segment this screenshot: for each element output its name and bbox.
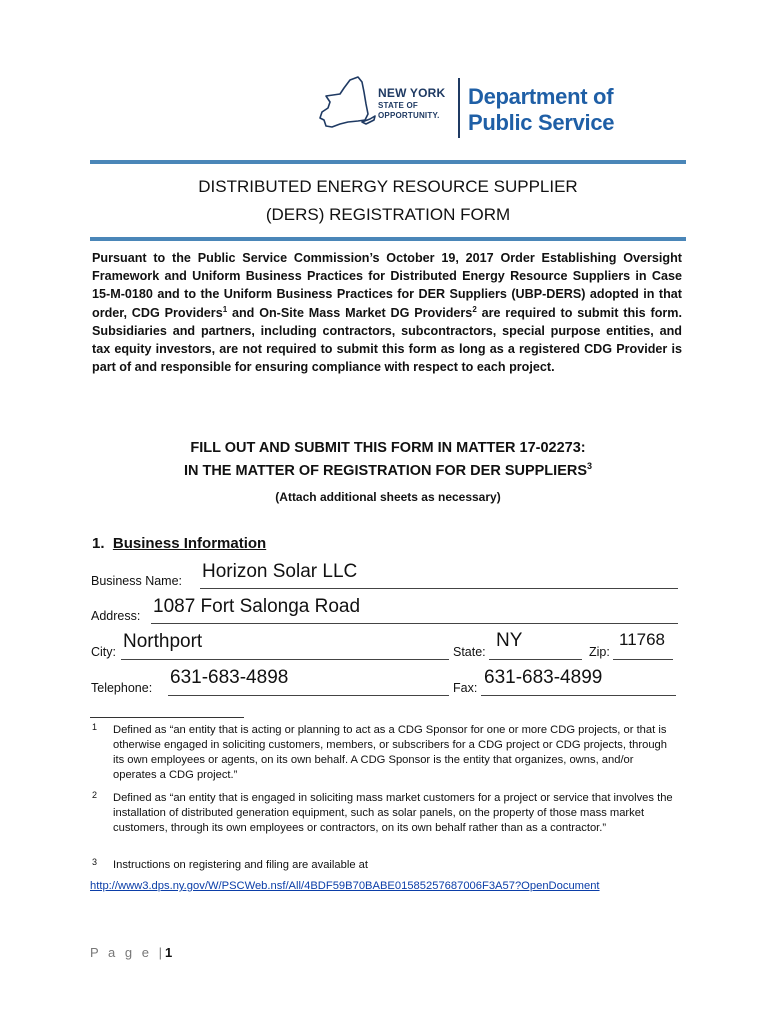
telephone-field[interactable]: 631-683-4898 (170, 667, 289, 688)
intro-text-1: Pursuant to the Public Service Commission’s October 19, 2017 Order Establishing Oversight Framework and Uniform Business Practices for Distributed Energy Resource Suppliers in Case 15-M-0180 and to the Uniform Business Practices for DER Suppliers (UBP-DERS) adopted in that order, CDG Providers (92, 251, 682, 320)
section-title: Business Information (112, 535, 267, 552)
address-field[interactable]: 1087 Fort Salonga Road (153, 596, 361, 617)
page-label: P a g e (90, 945, 152, 960)
business-name-label: Business Name: (91, 574, 183, 588)
page-number (90, 945, 172, 960)
fax-label: Fax: (453, 681, 478, 695)
footnote-ref-3: 3 (587, 461, 593, 472)
logo-divider (458, 78, 460, 138)
city-field[interactable]: Northport (123, 631, 203, 652)
footnote-2-number: 2 (92, 790, 98, 800)
section-business-info-heading (92, 535, 266, 552)
city-label: City: (91, 645, 116, 659)
footnote-1-text: Defined as “an entity that is acting or planning to act as a CDG Sponsor for one or more CDG projects, or that is otherwise engaged in soliciting customers, members, or subscribers for a CDG project or CDG projects, through its own employees or agents, on its own behalf. A CDG Sponsor is the entity that organizes, owns, and/or operates a CDG project.” (113, 724, 668, 781)
attach-note: (Attach additional sheets as necessary) (275, 490, 501, 504)
header-rule-bottom (90, 237, 686, 241)
business-name-line (200, 588, 678, 589)
zip-label: Zip: (589, 645, 610, 659)
intro-text-2: and On-Site Mass Market DG Providers (227, 305, 473, 320)
page-number-value: 1 (164, 945, 173, 960)
intro-paragraph (92, 249, 682, 376)
submit-instruction-line2 (90, 463, 686, 479)
footnote-3-text: Instructions on registering and filing are available at (113, 859, 368, 871)
new-york-state-outline-icon (318, 74, 376, 134)
fax-line (481, 695, 676, 696)
form-title-line2: (DERS) REGISTRATION FORM (265, 205, 511, 224)
submit-instruction-text: IN THE MATTER OF REGISTRATION FOR DER SUPPLIERS (183, 463, 588, 479)
logo-opportunity: OPPORTUNITY. (378, 111, 440, 120)
footnote-ref-2: 2 (472, 304, 477, 314)
business-name-field[interactable]: Horizon Solar LLC (202, 561, 358, 582)
footnote-1-number: 1 (92, 722, 98, 732)
zip-field[interactable]: 11768 (619, 630, 666, 649)
state-field[interactable]: NY (496, 630, 523, 651)
zip-line (613, 659, 673, 660)
logo-state-of: STATE OF (378, 101, 418, 110)
dept-name-line1: Department of (468, 84, 614, 109)
telephone-label: Telephone: (91, 681, 153, 695)
state-label: State: (453, 645, 486, 659)
footnote-ref-1: 1 (222, 304, 228, 314)
address-line (151, 623, 678, 624)
telephone-line (168, 695, 449, 696)
state-line (489, 659, 582, 660)
intro-text-3: are required to submit this form. Subsidiaries and partners, including contractors, subcontractors, special purpose entities, and tax equity investors, are not required to submit this form as long as a registered CDG Provider is part of and responsible for ensuring compliance with respect to each project. (92, 305, 682, 375)
section-number: 1. (92, 535, 105, 552)
form-title-line1: DISTRIBUTED ENERGY RESOURCE SUPPLIER (198, 177, 578, 196)
footnote-2-text: Defined as “an entity that is engaged in soliciting mass market customers for a project or service that involves the installation of distributed generation equipment, such as solar panels, on the property of those mass market customers, through its own employees or contractors, on its own behalf rather than as a contractor.” (113, 792, 673, 834)
address-label: Address: (91, 609, 141, 623)
logo-new-york: NEW YORK (378, 86, 446, 100)
fax-field[interactable]: 631-683-4899 (484, 667, 603, 688)
nys-dps-logo (318, 74, 628, 140)
city-line (121, 659, 449, 660)
dept-name-line2: Public Service (468, 110, 615, 135)
footnote-3-number: 3 (92, 857, 98, 867)
page-separator: | (158, 945, 165, 960)
submit-instruction-line1: FILL OUT AND SUBMIT THIS FORM IN MATTER 17-02273: (190, 440, 586, 456)
footnote-separator (90, 717, 244, 718)
header-rule-top (90, 160, 686, 164)
footnote-3-link[interactable]: http://www3.dps.ny.gov/W/PSCWeb.nsf/All/4BDF59B70BABE01585257687006F3A57?OpenDocument (90, 880, 600, 892)
